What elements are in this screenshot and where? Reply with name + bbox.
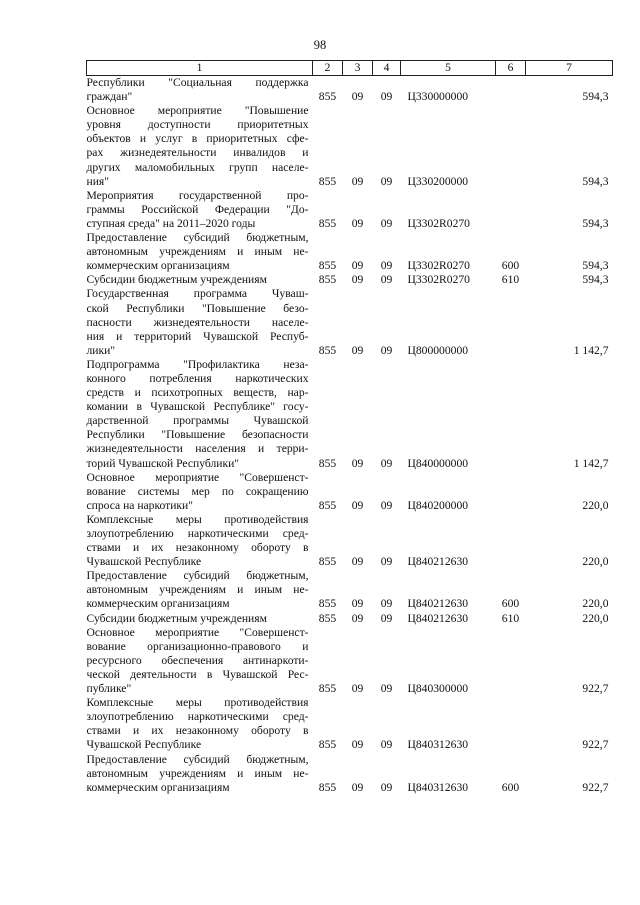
- row-subsection: 09: [380, 611, 393, 625]
- header-col-name: 1: [87, 61, 313, 76]
- table-row: [87, 104, 613, 189]
- row-section: 09: [351, 738, 364, 752]
- row-section: 09: [351, 216, 364, 230]
- row-name-line: Чувашской Республике: [86, 738, 202, 752]
- row-target-article: Ц840312630: [407, 738, 469, 752]
- row-name-line: ступная среда" на 2011–2020 годы: [86, 216, 256, 230]
- row-name-line: граммы Российской Федерации "До-: [86, 202, 309, 216]
- row-name: [87, 612, 313, 626]
- row-name-line: Комплексные меры противодействия: [86, 696, 309, 710]
- table-row: [87, 358, 613, 471]
- row-name: [87, 76, 313, 105]
- table-header: [87, 61, 613, 76]
- row-section: 09: [351, 682, 364, 696]
- row-name-line: граждан": [86, 90, 133, 104]
- row-name: [87, 471, 313, 513]
- row-target-article: Ц840000000: [407, 456, 469, 470]
- row-name-line: злоупотреблению наркотическими сред-: [86, 710, 309, 724]
- row-amount: 594,3: [582, 90, 609, 104]
- row-name-line: Чувашской Республике: [86, 555, 202, 569]
- row-name-line: спроса на наркотики": [86, 498, 193, 512]
- row-name-line: Предоставление субсидий бюджетным,: [86, 569, 309, 583]
- row-name: [87, 626, 313, 696]
- row-name-line: других маломобильных групп населе-: [86, 160, 309, 174]
- header-col-expense-type: 6: [496, 61, 526, 76]
- row-ministry-code: 855: [318, 597, 337, 611]
- table-row: [87, 471, 613, 513]
- row-ministry-code: 855: [318, 90, 337, 104]
- row-subsection: 09: [380, 259, 393, 273]
- header-col-subsection: 4: [373, 61, 401, 76]
- table-row: [87, 273, 613, 287]
- row-amount: 594,3: [582, 216, 609, 230]
- row-name-line: уровня доступности приоритетных: [86, 118, 309, 132]
- row-name-line: Государственная программа Чуваш-: [86, 287, 309, 301]
- row-name-line: коммерческим организациям: [86, 259, 230, 273]
- row-target-article: Ц800000000: [407, 343, 469, 357]
- row-name-line: жизнедеятельности населения и терри-: [86, 442, 309, 456]
- row-subsection: 09: [380, 216, 393, 230]
- row-expense-type: [496, 513, 526, 569]
- row-target-article: Ц840212630: [407, 611, 469, 625]
- row-section: 09: [351, 555, 364, 569]
- row-section: 09: [351, 273, 364, 287]
- row-expense-type: [496, 104, 526, 189]
- budget-table: [86, 60, 613, 795]
- row-ministry-code: 855: [318, 343, 337, 357]
- row-name-line: ческой деятельности в Чувашской Рес-: [86, 667, 309, 681]
- table-row: [87, 626, 613, 696]
- row-section: 09: [351, 90, 364, 104]
- row-name-line: торий Чувашской Республики": [86, 456, 240, 470]
- row-name-line: ствами и их незаконному обороту в: [86, 724, 309, 738]
- row-name-line: Основное мероприятие "Повышение: [86, 104, 309, 118]
- row-target-article: Ц3302R0270: [407, 216, 470, 230]
- row-amount: 220,0: [582, 498, 609, 512]
- row-target-article: Ц330200000: [407, 174, 469, 188]
- row-amount: 922,7: [582, 682, 609, 696]
- row-amount: 1 142,7: [573, 456, 609, 470]
- row-subsection: 09: [380, 90, 393, 104]
- row-target-article: Ц3302R0270: [407, 273, 470, 287]
- row-name-line: конного потребления наркотических: [86, 371, 309, 385]
- row-name: [87, 104, 313, 189]
- table-row: [87, 612, 613, 626]
- row-name-line: дарственной программы Чувашской: [86, 414, 309, 428]
- row-section: 09: [351, 611, 364, 625]
- row-name-line: Подпрограмма "Профилактика неза-: [86, 357, 309, 371]
- row-name: [87, 273, 313, 287]
- row-ministry-code: 855: [318, 498, 337, 512]
- row-expense-type: [496, 76, 526, 105]
- row-name-line: Предоставление субсидий бюджетным,: [86, 231, 309, 245]
- row-name-line: вование организационно-правового и: [86, 639, 309, 653]
- row-expense-type: 600: [501, 259, 520, 273]
- row-amount: 220,0: [582, 597, 609, 611]
- row-name-line: Республики "Социальная поддержка: [86, 76, 309, 89]
- table-row: [87, 696, 613, 752]
- row-name-line: пасности жизнедеятельности населе-: [86, 315, 309, 329]
- table-row: [87, 287, 613, 357]
- row-expense-type: 600: [501, 780, 520, 794]
- row-name: [87, 287, 313, 357]
- row-name-line: вование системы мер по сокращению: [86, 484, 309, 498]
- row-name-line: автономным учреждениям и иным не-: [86, 583, 309, 597]
- row-section: 09: [351, 343, 364, 357]
- page-number: 98: [313, 38, 327, 52]
- row-target-article: Ц840300000: [407, 682, 469, 696]
- table-row: [87, 513, 613, 569]
- row-expense-type: [496, 358, 526, 471]
- row-name: [87, 358, 313, 471]
- row-section: 09: [351, 259, 364, 273]
- row-amount: 1 142,7: [573, 343, 609, 357]
- row-ministry-code: 855: [318, 738, 337, 752]
- row-target-article: Ц840212630: [407, 597, 469, 611]
- row-ministry-code: 855: [318, 456, 337, 470]
- row-name-line: Основное мероприятие "Совершенст-: [86, 470, 309, 484]
- row-name-line: ресурсного обеспечения антинаркоти-: [86, 653, 309, 667]
- row-name-line: средств и психотропных веществ, нар-: [86, 386, 309, 400]
- row-name-line: лики": [86, 343, 116, 357]
- row-target-article: Ц840200000: [407, 498, 469, 512]
- row-expense-type: 600: [501, 597, 520, 611]
- row-name-line: объектов и услуг в приоритетных сфе-: [86, 132, 309, 146]
- row-ministry-code: 855: [318, 174, 337, 188]
- row-subsection: 09: [380, 343, 393, 357]
- row-name-line: коммерческим организациям: [86, 780, 230, 794]
- header-col-amount: 7: [526, 61, 613, 76]
- row-expense-type: [496, 471, 526, 513]
- row-subsection: 09: [380, 555, 393, 569]
- row-subsection: 09: [380, 273, 393, 287]
- row-amount: 594,3: [582, 259, 609, 273]
- row-subsection: 09: [380, 174, 393, 188]
- row-section: 09: [351, 498, 364, 512]
- table-row: [87, 231, 613, 273]
- row-name-line: публике": [86, 682, 132, 696]
- row-name: [87, 753, 313, 795]
- row-amount: 220,0: [582, 555, 609, 569]
- row-section: 09: [351, 597, 364, 611]
- row-name-line: Предоставление субсидий бюджетным,: [86, 752, 309, 766]
- row-amount: 922,7: [582, 738, 609, 752]
- table-row: [87, 569, 613, 611]
- table-body: [87, 76, 613, 795]
- row-name: [87, 513, 313, 569]
- row-expense-type: [496, 626, 526, 696]
- row-amount: 220,0: [582, 611, 609, 625]
- row-ministry-code: 855: [318, 780, 337, 794]
- row-amount: 922,7: [582, 780, 609, 794]
- row-name: [87, 696, 313, 752]
- row-name-line: автономным учреждениям и иным не-: [86, 766, 309, 780]
- row-ministry-code: 855: [318, 273, 337, 287]
- row-name-line: ствами и их незаконному обороту в: [86, 541, 309, 555]
- row-section: 09: [351, 456, 364, 470]
- table-row: [87, 189, 613, 231]
- row-amount: 594,3: [582, 174, 609, 188]
- row-subsection: 09: [380, 738, 393, 752]
- row-expense-type: 610: [501, 273, 520, 287]
- table-row: [87, 76, 613, 105]
- row-name-line: автономным учреждениям и иным не-: [86, 245, 309, 259]
- row-name-line: ния и территорий Чувашской Респуб-: [86, 329, 309, 343]
- row-name-line: Комплексные меры противодействия: [86, 512, 309, 526]
- row-ministry-code: 855: [318, 216, 337, 230]
- row-subsection: 09: [380, 498, 393, 512]
- row-expense-type: [496, 696, 526, 752]
- row-expense-type: [496, 287, 526, 357]
- header-col-section: 3: [343, 61, 373, 76]
- row-name-line: Основное мероприятие "Совершенст-: [86, 625, 309, 639]
- row-name: [87, 189, 313, 231]
- row-name-line: Субсидии бюджетным учреждениям: [86, 273, 267, 287]
- header-row: [87, 61, 613, 76]
- row-name-line: рах жизнедеятельности инвалидов и: [86, 146, 309, 160]
- row-subsection: 09: [380, 456, 393, 470]
- row-ministry-code: 855: [318, 555, 337, 569]
- row-name-line: Республики "Повышение безопасности: [86, 428, 309, 442]
- row-section: 09: [351, 174, 364, 188]
- row-subsection: 09: [380, 682, 393, 696]
- row-ministry-code: 855: [318, 611, 337, 625]
- row-name-line: коммерческим организациям: [86, 597, 230, 611]
- row-name-line: ния": [86, 174, 109, 188]
- row-target-article: Ц840212630: [407, 555, 469, 569]
- row-ministry-code: 855: [318, 259, 337, 273]
- row-name-line: злоупотреблению наркотическими сред-: [86, 527, 309, 540]
- row-name-line: Субсидии бюджетным учреждениям: [86, 611, 267, 625]
- row-amount: 594,3: [582, 273, 609, 287]
- row-target-article: Ц330000000: [407, 90, 469, 104]
- row-subsection: 09: [380, 597, 393, 611]
- row-name-line: комании в Чувашской Республике" госу-: [86, 400, 309, 414]
- header-col-ministry: 2: [313, 61, 343, 76]
- row-ministry-code: 855: [318, 682, 337, 696]
- row-subsection: 09: [380, 780, 393, 794]
- row-name-line: Мероприятия государственной про-: [86, 188, 309, 202]
- table-row: [87, 753, 613, 795]
- header-col-target: 5: [401, 61, 496, 76]
- row-section: 09: [351, 780, 364, 794]
- row-target-article: Ц840312630: [407, 780, 469, 794]
- row-name: [87, 231, 313, 273]
- row-name-line: ской Республики "Повышение безо-: [86, 301, 309, 315]
- row-target-article: Ц3302R0270: [407, 259, 470, 273]
- row-expense-type: [496, 189, 526, 231]
- row-expense-type: 610: [501, 611, 520, 625]
- row-name: [87, 569, 313, 611]
